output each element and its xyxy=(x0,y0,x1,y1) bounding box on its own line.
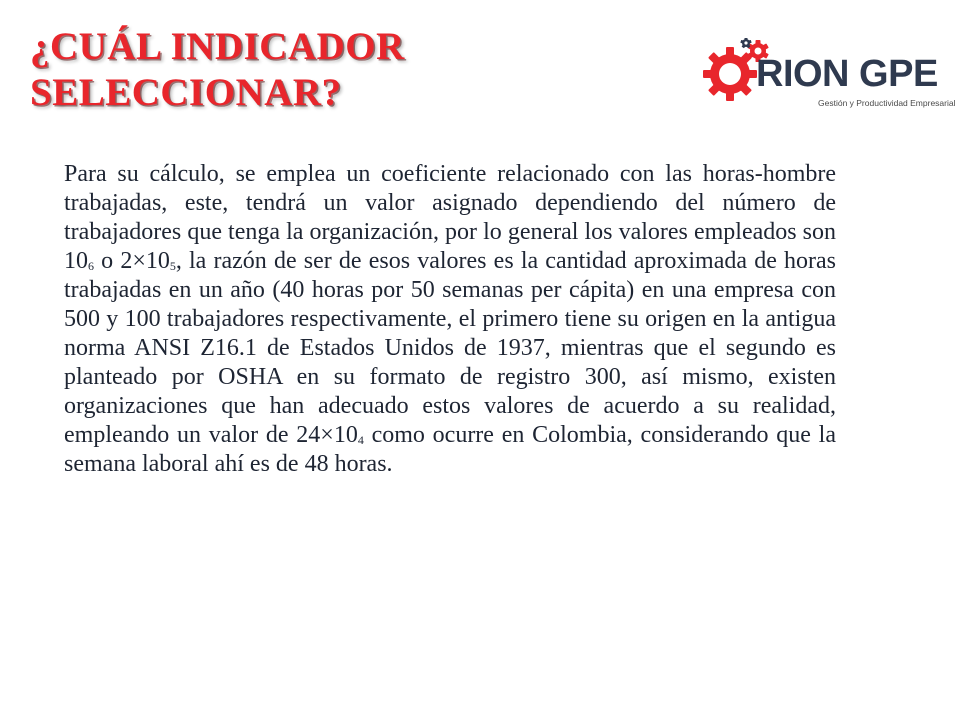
exponent-5: 5 xyxy=(169,259,176,273)
logo-wordmark: RION GPE xyxy=(756,53,938,95)
exponent-4: 4 xyxy=(357,433,364,447)
body-segment-4: como ocurre en Colombia, considerando que la semana laboral ahí es de 48 horas. xyxy=(64,422,836,477)
slide-title xyxy=(30,24,590,116)
logo-tagline: Gestión y Productividad Empresarial xyxy=(818,98,956,108)
body-paragraph xyxy=(64,160,836,479)
orion-gpe-logo xyxy=(700,38,956,114)
title-line-1: ¿CUÁL INDICADOR xyxy=(30,25,405,68)
exponent-6: 6 xyxy=(88,259,94,273)
body-segment-3: , la razón de ser de esos valores es la cantidad aproximada de horas trabajadas en un año (40 horas por 50 semanas per cápita) en una empresa con 500 y 100 trabajadores respectivamente, el primero tiene su origen en la antigua norma ANSI Z16.1 de Estados Unidos de 1937, mientras que el segundo es planteado por OSHA en su formato de registro 300, así mismo, existen organizaciones que han adecuado estos valores de acuerdo a su realidad, empleando un valor de 24×10 xyxy=(64,248,836,448)
body-segment-2: o 2×10 xyxy=(94,248,170,274)
title-line-2: SELECCIONAR? xyxy=(30,71,342,114)
body-segment-1: Para su cálculo, se emplea un coeficiente relacionado con las horas-hombre trabajadas, este, tendrá un valor asignado dependiendo del número de trabajadores que tenga la organización, por lo general los valores empleados son 10 xyxy=(64,161,836,274)
